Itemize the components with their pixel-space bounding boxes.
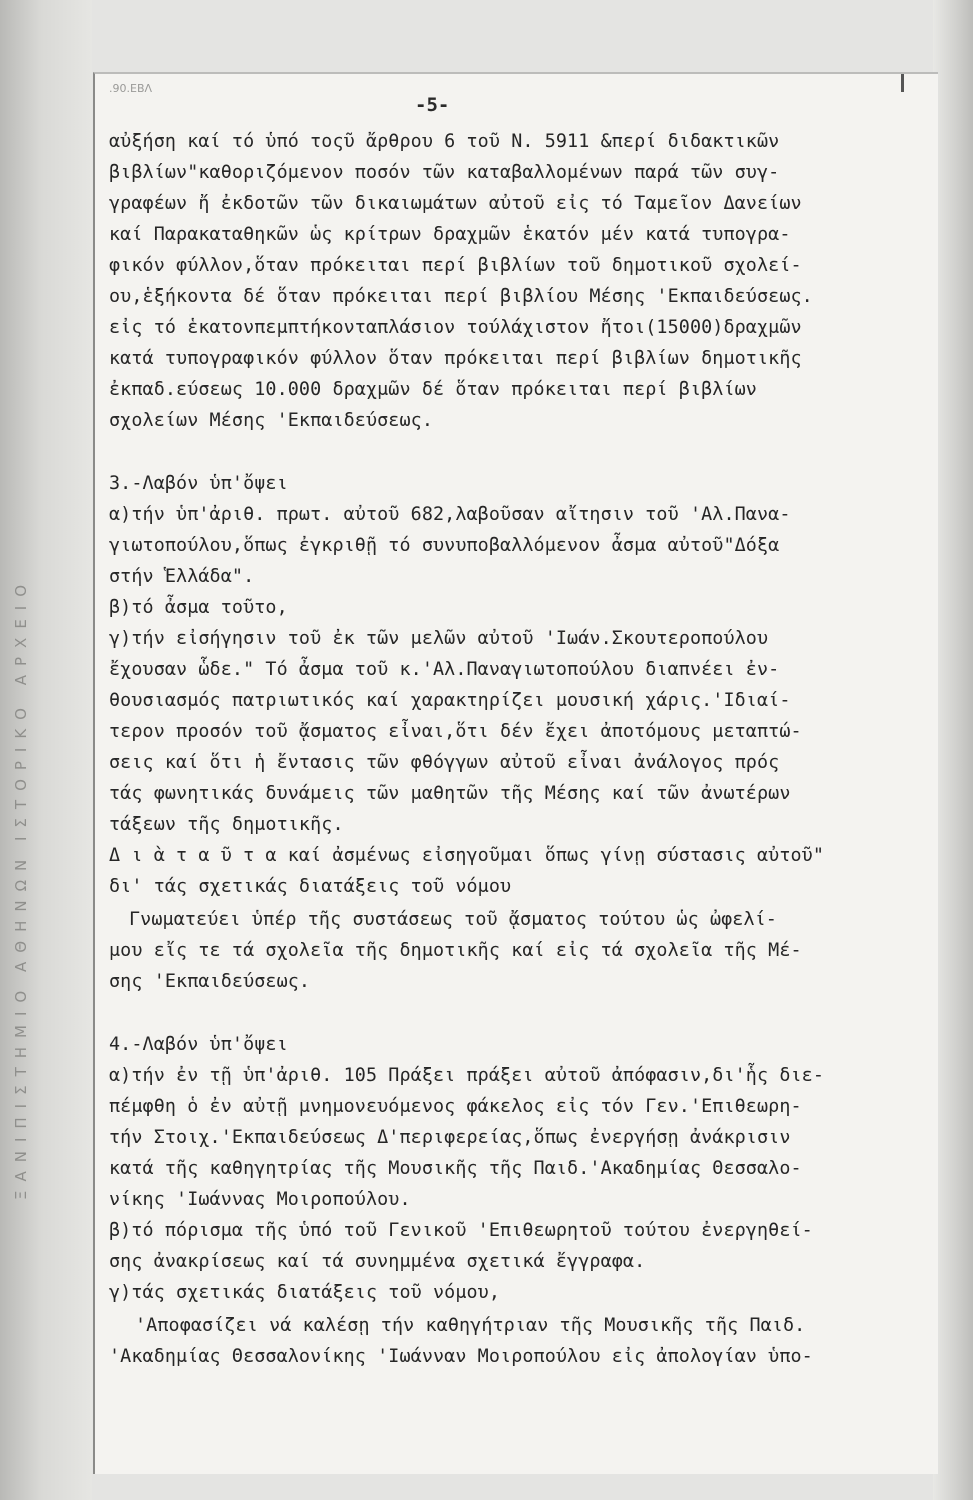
- text-line: καί Παρακαταθηκῶν ὡς κρίτρων δραχμῶν ἑκατόν μέν κατά τυπογρα-: [109, 224, 791, 245]
- text-line: 'Αποφασίζει νά καλέσῃ τήν καθηγήτριαν τῆς Μουσικῆς τῆς Παιδ.: [135, 1315, 806, 1336]
- spine-text-2: ΑΘΗΝΩΝ: [12, 850, 30, 972]
- spine-text-1: ΞΑΝΙΠΙΣΤΗΜΙΟ: [12, 981, 30, 1200]
- text-line: Γνωματεύει ὑπέρ τῆς συστάσεως τοῦ ᾄσματος τούτου ὡς ὠφελί-: [129, 909, 777, 930]
- text-line: στήν Ἑλλάδα".: [109, 566, 255, 587]
- text-line: τάς φωνητικάς δυνάμεις τῶν μαθητῶν τῆς Μέσης καί τῶν ἀνωτέρων: [109, 783, 791, 804]
- text-line: σης 'Εκπαιδεύσεως.: [109, 971, 311, 992]
- text-line: γραφέων ἤ ἐκδοτῶν τῶν δικαιωμάτων αὐτοῦ εἰς τό Ταμεῖον Δανείων: [109, 193, 802, 214]
- text-line: 3.-Λαβόν ὑπ'ὄψει: [109, 473, 288, 494]
- text-line: εἰς τό ἑκατονπεμπτήκονταπλάσιον τούλάχιστον ἤτοι(15000)δραχμῶν: [109, 317, 802, 338]
- text-line: β)τό ἆσμα τοῦτο,: [109, 597, 288, 618]
- edge-mark: [901, 74, 904, 92]
- page-number: -5-: [415, 94, 450, 116]
- text-line: ἔχουσαν ὧδε." Τό ἆσμα τοῦ κ.'Αλ.Παναγιωτοπούλου διαπνέει ἐν-: [109, 659, 780, 680]
- text-line: γ)τάς σχετικάς διατάξεις τοῦ νόμου,: [109, 1282, 501, 1303]
- text-line: 4.-Λαβόν ὑπ'ὄψει: [109, 1034, 288, 1055]
- text-line: γιωτοπούλου,ὅπως ἐγκριθῇ τό συνυποβαλλόμενον ἆσμα αὐτοῦ"Δόξα: [109, 535, 780, 556]
- text-line: θουσιασμός πατριωτικός καί χαρακτηρίζει μουσική χάρις.'Ιδιαί-: [109, 690, 791, 711]
- text-line: δι' τάς σχετικάς διατάξεις τοῦ νόμου: [109, 876, 512, 897]
- text-line: τάξεων τῆς δημοτικῆς.: [109, 814, 344, 835]
- text-line: ἐκπαδ.εύσεως 10.000 δραχμῶν δέ ὅταν πρόκειται περί βιβλίων: [109, 379, 757, 400]
- text-line: σχολείων Μέσης 'Εκπαιδεύσεως.: [109, 410, 433, 431]
- corner-stamp: .90.ΕΒΛ: [109, 82, 153, 95]
- text-line: α)τήν ὑπ'ἀριθ. πρωτ. αὐτοῦ 682,λαβοῦσαν αἴτησιν τοῦ 'Αλ.Πανα-: [109, 504, 791, 525]
- text-line: τερον προσόν τοῦ ᾄσματος εἶναι,ὅτι δέν ἔχει ἀποτόμους μεταπτώ-: [109, 721, 802, 742]
- scan-left-margin: [0, 0, 92, 1500]
- text-line: σεις καί ὅτι ἡ ἔντασις τῶν φθόγγων αὐτοῦ εἶναι ἀνάλογος πρός: [109, 752, 780, 773]
- binding-spine-text: [12, 300, 82, 1200]
- text-line: κατά τυπογραφικόν φύλλον ὅταν πρόκειται περί βιβλίων δημοτικῆς: [109, 348, 802, 369]
- text-line: νίκης 'Ιωάννας Μοιροπούλου.: [109, 1189, 411, 1210]
- text-line: αὐξήση καί τό ὑπό τοςῦ ἄρθρου 6 τοῦ Ν. 5911 &περί διδακτικῶν: [109, 131, 780, 152]
- spine-text-3: ΙΣΤΟΡΙΚΟ ΑΡΧΕΙΟ: [12, 575, 30, 841]
- text-line: κατά τῆς καθηγητρίας τῆς Μουσικῆς τῆς Παιδ.'Ακαδημίας Θεσσαλο-: [109, 1158, 802, 1179]
- text-line: βιβλίων"καθοριζόμενον ποσόν τῶν καταβαλλομένων παρά τῶν συγ-: [109, 162, 780, 183]
- document-page: [93, 72, 938, 1474]
- text-line: τήν Στοιχ.'Εκπαιδεύσεως Δ'περιφερείας,ὅπως ἐνεργήσῃ ἀνάκρισιν: [109, 1127, 791, 1148]
- text-line: γ)τήν εἰσήγησιν τοῦ ἐκ τῶν μελῶν αὐτοῦ 'Ιωάν.Σκουτεροπούλου: [109, 628, 769, 649]
- text-line: μου εἴς τε τά σχολεῖα τῆς δημοτικῆς καί εἰς τά σχολεῖα τῆς Μέ-: [109, 940, 802, 961]
- text-line: φικόν φύλλον,ὅταν πρόκειται περί βιβλίων τοῦ δημοτικοῦ σχολεί-: [109, 255, 802, 276]
- text-line: σης ἀνακρίσεως καί τά συνημμένα σχετικά ἔγγραφα.: [109, 1251, 646, 1272]
- text-line: α)τήν ἐν τῇ ὑπ'ἀριθ. 105 Πράξει πράξει αὐτοῦ ἀπόφασιν,δι'ἧς διε-: [109, 1065, 825, 1086]
- text-line: 'Ακαδημίας Θεσσαλονίκης 'Ιωάνναν Μοιροπούλου εἰς ἀπολογίαν ὑπο-: [109, 1346, 813, 1367]
- text-line: β)τό πόρισμα τῆς ὑπό τοῦ Γενικοῦ 'Επιθεωρητοῦ τούτου ἐνεργηθεί-: [109, 1220, 813, 1241]
- scan-right-margin: [933, 0, 973, 1500]
- text-line: Δ ι ὰ τ α ῦ τ α καί ἀσμένως εἰσηγοῦμαι ὅπως γίνῃ σύστασις αὐτοῦ": [109, 845, 825, 866]
- text-line: ου,ἑξήκοντα δέ ὅταν πρόκειται περί βιβλίου Μέσης 'Εκπαιδεύσεως.: [109, 286, 813, 307]
- text-line: πέμφθη ὁ ἐν αὐτῇ μνημονευόμενος φάκελος εἰς τόν Γεν.'Επιθεωρη-: [109, 1096, 802, 1117]
